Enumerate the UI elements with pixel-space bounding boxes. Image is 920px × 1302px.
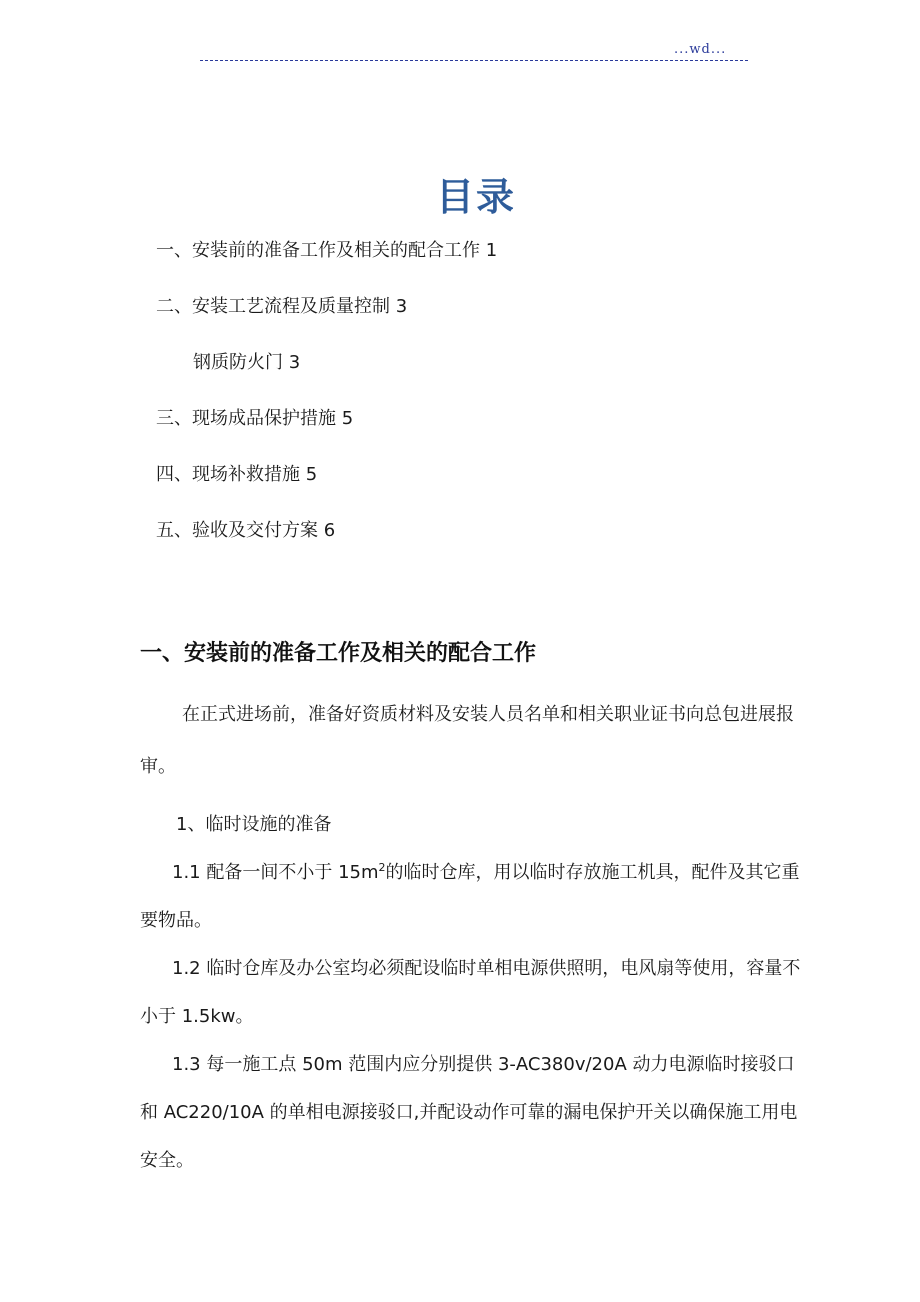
intro-line-1: 在正式进场前，准备好资质材料及安装人员名单和相关职业证书向总包进展报	[182, 704, 794, 725]
item-1-1-line-1	[172, 858, 800, 884]
item-1-3-line-3: 安全。	[140, 1150, 194, 1171]
toc-item-5: 五、验收及交付方案 6	[156, 520, 336, 541]
header-mark: ...wd...	[674, 42, 727, 57]
toc-item-3: 三、现场成品保护措施 5	[156, 408, 354, 429]
item-1-2-line-1: 1.2 临时仓库及办公室均必须配设临时单相电源供照明，电风扇等使用，容量不	[172, 958, 801, 979]
toc-item-1: 一、安装前的准备工作及相关的配合工作 1	[156, 240, 498, 261]
header-dashed-rule	[200, 60, 748, 61]
toc-item-2: 二、安装工艺流程及质量控制 3	[156, 296, 408, 317]
subsection-heading: 1、临时设施的准备	[176, 814, 332, 835]
toc-title: 目录	[435, 175, 516, 219]
item-1-3-line-1: 1.3 每一施工点 50m 范围内应分别提供 3-AC380v/20A 动力电源临时接驳口	[172, 1054, 795, 1075]
item-1-1-post: 的临时仓库，用以临时存放施工机具，配件及其它重	[385, 862, 800, 883]
item-1-1-sup: 2	[378, 861, 386, 874]
section-heading: 一、安装前的准备工作及相关的配合工作	[140, 641, 537, 666]
toc-item-4: 四、现场补救措施 5	[156, 464, 318, 485]
intro-line-2: 审。	[140, 756, 176, 777]
item-1-2-line-2: 小于 1.5kw。	[140, 1006, 254, 1027]
toc-item-2-sub: 钢质防火门 3	[193, 352, 301, 373]
item-1-1-pre: 1.1 配备一间不小于 15m	[172, 862, 379, 883]
item-1-1-line-2: 要物品。	[140, 910, 212, 931]
item-1-3-line-2: 和 AC220/10A 的单相电源接驳口,并配设动作可靠的漏电保护开关以确保施工用电	[140, 1102, 798, 1123]
